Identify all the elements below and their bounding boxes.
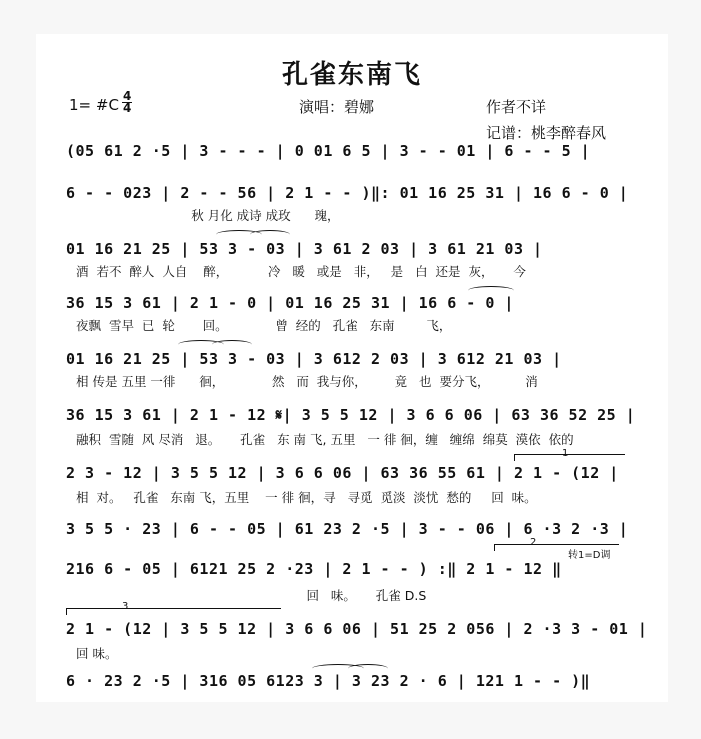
- lyric-line-9: 回 味。 孔雀 D.S: [76, 588, 427, 603]
- score-line-3: 01 16 21 25 | 53 3 - 03 | 3 61 2 03 | 3 61 21 03 |: [66, 240, 543, 258]
- volta-number-2: 2: [530, 537, 537, 548]
- lyric-line-2: 秋 月化 成诗 成玫 瑰，: [76, 208, 340, 223]
- time-signature-bottom: 4: [123, 101, 132, 115]
- score-line-2: 6 - - 023 | 2 - - 56 | 2 1 - - )‖: 01 16 25 31 | 16 6 - 0 |: [66, 184, 629, 202]
- lyric-line-6: 融积 雪随 风 尽消 退。 孔雀 东 南 飞, 五里 一 徘 徊，缠 缠绵 绵莫 漠依 依的: [76, 432, 574, 447]
- score-line-1: (05 61 2 ·5 | 3 - - - | 0 01 6 5 | 3 - - 01 | 6 - - 5 |: [66, 142, 591, 160]
- lyric-line-7: 相 对。 孔雀 东南 飞，五里 一 徘 徊，寻 寻觅 觅淡 淡忧 愁的 回 味。: [76, 490, 537, 505]
- score-line-7: 2 3 - 12 | 3 5 5 12 | 3 6 6 06 | 63 36 55 61 | 2 1 - (12 |: [66, 464, 619, 482]
- volta-number-3: 3: [122, 601, 129, 612]
- score-line-8: 3 5 5 · 23 | 6 - - 05 | 61 23 2 ·5 | 3 - - 06 | 6 ·3 2 ·3 |: [66, 520, 629, 538]
- lyric-line-5: 相 传是 五里 一徘 徊， 然 而 我与你， 竟 也 要分飞， 消: [76, 374, 538, 389]
- score-line-6: 36 15 3 61 | 2 1 - 12 𝄋| 3 5 5 12 | 3 6 6 06 | 63 36 52 25 |: [66, 406, 636, 424]
- score-line-11: 6 · 23 2 ·5 | 316 05 6123 3 | 3 23 2 · 6 | 121 1 - - )‖: [66, 672, 591, 690]
- score-line-9: 216 6 - 05 | 6121 25 2 ·23 | 2 1 - - ) :‖ 2 1 - 12 ‖: [66, 560, 562, 578]
- recorder-credit: 记谱：桃李醉春风: [486, 124, 607, 142]
- volta-bracket-1: [514, 454, 625, 461]
- lyric-line-3: 酒 若不 醉人 人自 醉， 冷 暖 或是 非， 是 白 还是 灰， 今: [76, 264, 526, 279]
- singer-credit: 演唱：碧娜: [299, 98, 375, 116]
- score-line-10: 2 1 - (12 | 3 5 5 12 | 3 6 6 06 | 51 25 2 056 | 2 ·3 3 - 01 |: [66, 620, 648, 638]
- volta-bracket-3: [66, 608, 281, 615]
- time-signature: [122, 91, 132, 114]
- score-sheet: [36, 34, 668, 702]
- score-line-4: 36 15 3 61 | 2 1 - 0 | 01 16 25 31 | 16 6 - 0 |: [66, 294, 514, 312]
- lyric-line-10: 回 味。: [76, 646, 118, 661]
- lyric-line-4: 夜飘 雪早 已 轮 回。 曾 经的 孔雀 东南 飞，: [76, 318, 452, 333]
- modulation-mark: 转1=D调: [568, 550, 611, 561]
- time-signature-top: 4: [123, 89, 132, 103]
- song-title: 孔雀东南飞: [281, 60, 422, 90]
- author-credit: 作者不详: [486, 98, 547, 116]
- score-line-5: 01 16 21 25 | 53 3 - 03 | 3 612 2 03 | 3 612 21 03 |: [66, 350, 562, 368]
- volta-number-1: 1: [562, 448, 569, 459]
- slur-arc: [212, 340, 252, 349]
- key-signature: 1= #C: [69, 96, 119, 114]
- slur-arc: [250, 230, 290, 239]
